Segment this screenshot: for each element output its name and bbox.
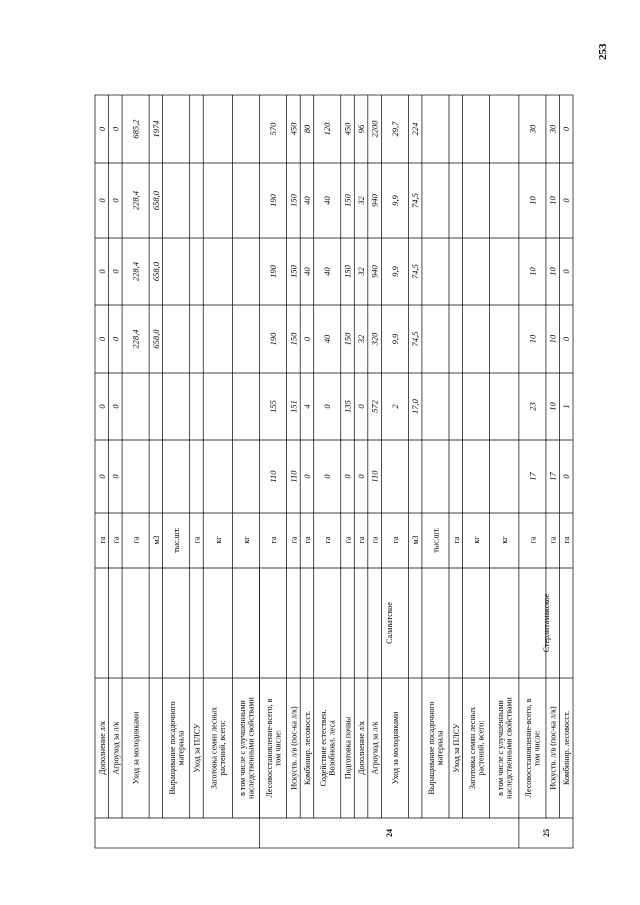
value-cell: 1974 bbox=[150, 120, 161, 138]
value-cell: 0 bbox=[301, 474, 312, 479]
unit-label: кг bbox=[500, 536, 510, 544]
activity-label: Лесовосстановление-всего, в bbox=[264, 698, 274, 798]
value-cell: 23 bbox=[527, 402, 538, 411]
value-cell: 40 bbox=[301, 267, 312, 276]
value-cell: 32 bbox=[356, 334, 367, 344]
value-cell: 10 bbox=[527, 196, 538, 205]
value-cell: 32 bbox=[356, 196, 367, 205]
value-cell: 2 bbox=[389, 404, 400, 409]
activity-label: Возобновл. леса bbox=[327, 720, 337, 776]
unit-label: м3 bbox=[411, 535, 421, 545]
value-cell: 658,0 bbox=[150, 329, 161, 349]
value-cell: 30 bbox=[527, 124, 538, 134]
value-cell: 74,5 bbox=[410, 193, 421, 208]
activity-label: Лесовосстановление-всего, в bbox=[524, 698, 534, 798]
unit-label: га bbox=[451, 536, 461, 544]
activity-label: Заготовка семян лесных bbox=[467, 706, 477, 790]
activity-label: Искуств. л/в (пос-ка л/к) bbox=[548, 706, 558, 790]
value-cell: 0 bbox=[356, 404, 367, 409]
unit-label: тыс.шт. bbox=[431, 527, 441, 553]
unit-label: га bbox=[562, 536, 572, 544]
value-cell: 40 bbox=[301, 196, 312, 205]
value-cell: 0 bbox=[96, 336, 107, 342]
value-cell: 96 bbox=[356, 124, 367, 134]
value-cell: 29,7 bbox=[389, 121, 400, 137]
activity-label: в том числе с улучшенными bbox=[495, 700, 505, 796]
activity-label: материала bbox=[435, 730, 445, 766]
value-cell: 0 bbox=[110, 269, 121, 274]
value-cell: 40 bbox=[322, 267, 333, 276]
value-cell: 40 bbox=[322, 334, 333, 344]
activity-label: растений, всего: bbox=[476, 720, 486, 776]
unit-label: кг bbox=[242, 536, 252, 544]
value-cell: 110 bbox=[288, 470, 299, 483]
value-cell: 150 bbox=[342, 332, 353, 346]
value-cell: 0 bbox=[342, 474, 353, 479]
value-cell: 228,4 bbox=[130, 329, 141, 349]
value-cell: 0 bbox=[322, 474, 333, 479]
value-cell: 190 bbox=[268, 194, 279, 207]
value-cell: 80 bbox=[301, 124, 312, 134]
value-cell: 0 bbox=[301, 336, 312, 342]
activity-label: Агроуход за л/к bbox=[111, 721, 121, 775]
activity-label: Дополнение л/к bbox=[357, 721, 367, 775]
value-cell: 0 bbox=[356, 474, 367, 479]
activity-label: Заготовка семян лесных bbox=[209, 706, 219, 790]
region-label: Стерлитамакское bbox=[541, 593, 551, 653]
activity-label: Уход за ПЛСУ bbox=[192, 723, 202, 773]
unit-label: га bbox=[323, 536, 333, 544]
value-cell: 0 bbox=[561, 474, 572, 479]
unit-label: га bbox=[302, 536, 312, 544]
value-cell: 0 bbox=[322, 404, 333, 409]
activity-label: том числе: bbox=[273, 730, 283, 766]
activity-label: Уход за молодняками bbox=[390, 711, 400, 785]
value-cell: 658,0 bbox=[150, 261, 161, 282]
value-cell: 10 bbox=[547, 267, 558, 276]
unit-label: га bbox=[131, 536, 141, 544]
activity-label: Комбинир. лесовосст. bbox=[302, 711, 312, 785]
value-cell: 1 bbox=[561, 404, 572, 409]
row-group-id: 24 bbox=[385, 829, 395, 837]
activity-label: в том числе с улучшенными bbox=[237, 700, 247, 796]
value-cell: 940 bbox=[369, 194, 380, 207]
value-cell: 17 bbox=[527, 472, 538, 481]
value-cell: 228,4 bbox=[130, 190, 141, 211]
value-cell: 224 bbox=[410, 122, 421, 136]
unit-label: га bbox=[192, 536, 202, 544]
unit-label: кг bbox=[213, 536, 223, 544]
value-cell: 10 bbox=[547, 334, 558, 344]
value-cell: 450 bbox=[288, 122, 299, 136]
value-cell: 320 bbox=[369, 332, 380, 346]
value-cell: 0 bbox=[110, 126, 121, 132]
activity-label: Подготовка почвы bbox=[343, 716, 353, 780]
value-cell: 0 bbox=[110, 474, 121, 479]
unit-label: га bbox=[528, 536, 538, 544]
value-cell: 151 bbox=[288, 400, 299, 413]
value-cell: 110 bbox=[369, 470, 380, 483]
activity-label: Искуств. л/в (пос-ка л/к) bbox=[289, 706, 299, 790]
value-cell: 940 bbox=[369, 265, 380, 278]
unit-label: га bbox=[97, 536, 107, 544]
value-cell: 150 bbox=[288, 265, 299, 278]
value-cell: 0 bbox=[561, 126, 572, 132]
value-cell: 0 bbox=[110, 336, 121, 342]
value-cell: 150 bbox=[342, 194, 353, 207]
unit-label: га bbox=[548, 536, 558, 544]
value-cell: 74,5 bbox=[410, 264, 421, 279]
value-cell: 10 bbox=[547, 402, 558, 411]
unit-label: га bbox=[357, 536, 367, 544]
value-cell: 190 bbox=[268, 265, 279, 278]
unit-label: м3 bbox=[151, 535, 161, 545]
value-cell: 155 bbox=[268, 400, 279, 413]
value-cell: 9,9 bbox=[389, 266, 400, 277]
value-cell: 150 bbox=[288, 194, 299, 207]
unit-label: га bbox=[390, 536, 400, 544]
value-cell: 4 bbox=[301, 404, 312, 409]
activity-label: Выращивание посадочного bbox=[167, 701, 177, 795]
value-cell: 17,0 bbox=[410, 399, 421, 414]
unit-label: га bbox=[111, 536, 121, 544]
value-cell: 120 bbox=[322, 122, 333, 136]
value-cell: 150 bbox=[288, 332, 299, 346]
value-cell: 570 bbox=[268, 122, 279, 136]
value-cell: 0 bbox=[96, 474, 107, 479]
unit-label: кг bbox=[472, 536, 482, 544]
value-cell: 0 bbox=[96, 126, 107, 132]
value-cell: 10 bbox=[527, 334, 538, 344]
activity-label: Уход за молодняками bbox=[131, 711, 141, 785]
value-cell: 450 bbox=[342, 122, 353, 136]
unit-label: га bbox=[343, 536, 353, 544]
activity-label: Выращивание посадочного bbox=[427, 701, 437, 795]
value-cell: 0 bbox=[96, 269, 107, 274]
value-cell: 30 bbox=[547, 124, 558, 134]
value-cell: 40 bbox=[322, 196, 333, 205]
activity-label: материала bbox=[176, 730, 186, 766]
unit-label: га bbox=[289, 536, 299, 544]
row-group-id: 25 bbox=[541, 829, 551, 837]
value-cell: 10 bbox=[527, 267, 538, 276]
activity-label: том числе: bbox=[532, 730, 542, 766]
value-cell: 658,0 bbox=[150, 190, 161, 211]
activity-label: наследственными свойствами bbox=[246, 697, 256, 799]
page-number: 253 bbox=[597, 43, 609, 60]
value-cell: 228,4 bbox=[130, 261, 141, 282]
activity-label: Дополнение л/к bbox=[97, 721, 107, 775]
value-cell: 9,9 bbox=[389, 333, 400, 345]
activity-label: растений, всего: bbox=[218, 720, 228, 776]
value-cell: 135 bbox=[342, 400, 353, 413]
activity-label: Агроуход за л/к bbox=[370, 721, 380, 775]
value-cell: 32 bbox=[356, 267, 367, 276]
value-cell: 0 bbox=[561, 336, 572, 342]
value-cell: 0 bbox=[110, 404, 121, 409]
value-cell: 9,9 bbox=[389, 195, 400, 206]
value-cell: 190 bbox=[268, 332, 279, 346]
activity-label: Содействие естествен. bbox=[318, 709, 328, 787]
activity-label: Уход за ПЛСУ bbox=[451, 723, 461, 773]
unit-label: тыс.шт. bbox=[172, 527, 182, 553]
value-cell: 0 bbox=[110, 198, 121, 203]
value-cell: 10 bbox=[547, 196, 558, 205]
value-cell: 0 bbox=[96, 198, 107, 203]
value-cell: 0 bbox=[561, 269, 572, 274]
activity-label: наследственными свойствами bbox=[504, 697, 514, 799]
value-cell: 150 bbox=[342, 265, 353, 278]
unit-label: га bbox=[269, 536, 279, 544]
unit-label: га bbox=[370, 536, 380, 544]
activity-label: Комбинир. лесовосст. bbox=[562, 711, 572, 785]
value-cell: 74,5 bbox=[410, 331, 421, 347]
value-cell: 685,2 bbox=[130, 119, 141, 139]
value-cell: 110 bbox=[268, 470, 279, 483]
value-cell: 572 bbox=[369, 400, 380, 413]
region-label: Салаватское bbox=[385, 602, 395, 644]
value-cell: 2200 bbox=[369, 120, 380, 138]
value-cell: 0 bbox=[96, 404, 107, 409]
value-cell: 17 bbox=[547, 472, 558, 481]
value-cell: 0 bbox=[561, 198, 572, 203]
